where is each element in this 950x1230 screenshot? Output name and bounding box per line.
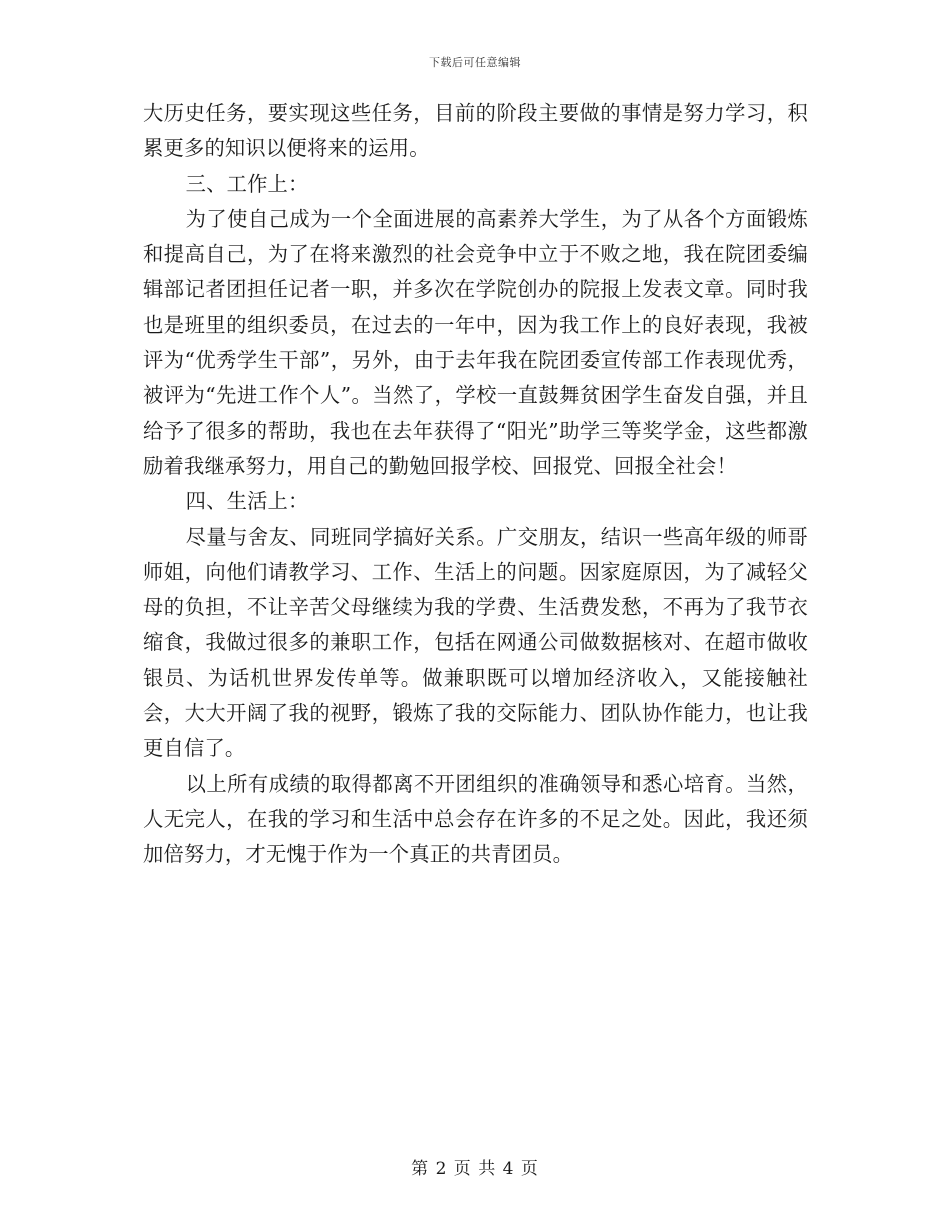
section-heading-work: 三、工作上： [185,171,309,196]
paragraph-conclusion: 以上所有成绩的取得都离不开团组织的准确领导和悉心培育。当然，人无完人，在我的学习和生活中总会存在许多的不足之处。因此，我还须加倍努力，才无愧于作为一个真正的共青团员。 [143,771,808,867]
paragraph-continuation: 大历史任务，要实现这些任务，目前的阶段主要做的事情是努力学习，积累更多的知识以便将来的运用。 [143,101,808,161]
paragraph-life: 尽量与舍友、同班同学搞好关系。广交朋友，结识一些高年级的师哥师姐，向他们请教学习、工作、生活上的问题。因家庭原因，为了减轻父母的负担，不让辛苦父母继续为我的学费、生活费发愁，不再为了我节衣缩食，我做过很多的兼职工作，包括在网通公司做数据核对、在超市做收银员、为话机世界发传单等。做兼职既可以增加经济收入，又能接触社会，大大开阔了我的视野，锻炼了我的交际能力、团队协作能力，也让我更自信了。 [143,524,808,761]
paragraph-work: 为了使自己成为一个全面进展的高素养大学生，为了从各个方面锻炼和提高自己，为了在将来激烈的社会竞争中立于不败之地，我在院团委编辑部记者团担任记者一职，并多次在学院创办的院报上发表文章。同时我也是班里的组织委员，在过去的一年中，因为我工作上的良好表现，我被评为“优秀学生干部”，另外，由于去年我在院团委宣传部工作表现优秀，被评为“先进工作个人”。当然了，学校一直鼓舞贫困学生奋发自强，并且给予了很多的帮助，我也在去年获得了“阳光”助学三等奖学金，这些都激励着我继承努力，用自己的勤勉回报学校、回报党、回报全社会！ [143,206,808,478]
section-heading-life: 四、生活上： [185,489,309,514]
page-number: 第 2 页 共 4 页 [411,1159,539,1179]
document-body [143,96,808,873]
page-header: 下载后可任意编辑 [429,56,521,69]
